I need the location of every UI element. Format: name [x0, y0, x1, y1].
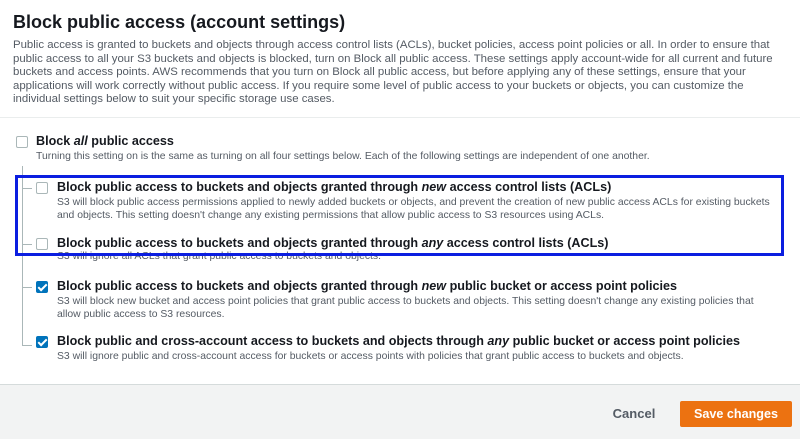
block-all-label-prefix: Block	[36, 134, 74, 148]
option-any-policy-label[interactable]	[57, 334, 740, 348]
block-all-description: Turning this setting on is the same as turning on all four settings below. Each of the following settings are independent of one another.	[36, 151, 650, 162]
option-any-policy-description: S3 will ignore public and cross-account access for buckets or access points with policies that grant public access to buckets and objects.	[57, 351, 684, 362]
highlight-box	[15, 175, 784, 256]
option-label-prefix: Block public and cross-account access to buckets and objects through	[57, 334, 488, 348]
tree-branch	[22, 345, 32, 346]
divider	[0, 117, 800, 118]
option-label-prefix: Block public access to buckets and objects granted through	[57, 279, 422, 293]
option-label-prefix: Block public access to buckets and objects granted through	[57, 236, 422, 250]
option-label-suffix: public bucket or access point policies	[446, 279, 678, 293]
panel-title: Block public access (account settings)	[13, 12, 346, 32]
option-new-policy-description: S3 will block new bucket and access point policies that grant public access to buckets and objects. This setting doesn't change any existing policies that allow public access to S3 resources.	[57, 296, 754, 320]
block-all-label-emph: all	[73, 134, 88, 148]
block-all-checkbox[interactable]	[16, 136, 28, 148]
option-label-emph: any	[421, 236, 444, 250]
option-any-policy-checkbox[interactable]	[36, 336, 48, 348]
save-changes-button[interactable]: Save changes	[680, 401, 792, 427]
panel-description: Public access is granted to buckets and objects through access control lists (ACLs), bucket policies, access point policies or all. In order to ensure that public access to all your S3 buckets and objects is blocked, turn on Block all public access. These settings apply account-wide for all current and future buckets and access points. AWS recommends that you turn on Block all public access, but before applying any of these settings, ensure that your applications will work correctly without public access. If you require some level of public access to your buckets or objects, you can customize the individual settings below to suit your specific storage use cases.	[13, 39, 773, 106]
option-new-acl-description: S3 will block public access permissions applied to newly added buckets or objects, and prevent the creation of new public access ACLs for existing buckets and objects. This setting doesn't change any existing permissions that allow public access to S3 resources using ACLs.	[57, 197, 770, 221]
option-label-suffix: access control lists (ACLs)	[446, 180, 612, 194]
option-new-policy-label[interactable]	[57, 279, 677, 293]
option-label-suffix: public bucket or access point policies	[509, 334, 741, 348]
option-label-suffix: access control lists (ACLs)	[443, 236, 609, 250]
block-all-label-suffix: public access	[87, 134, 174, 148]
tree-branch	[22, 287, 32, 288]
option-any-acl-description: S3 will ignore all ACLs that grant public access to buckets and objects.	[57, 251, 382, 262]
option-label-prefix: Block public access to buckets and objects granted through	[57, 180, 422, 194]
option-label-emph: any	[487, 334, 510, 348]
option-label-emph: new	[421, 180, 447, 194]
option-label-emph: new	[421, 279, 447, 293]
block-all-label[interactable]	[36, 134, 174, 148]
cancel-button[interactable]: Cancel	[600, 404, 668, 424]
option-new-policy-checkbox[interactable]	[36, 281, 48, 293]
